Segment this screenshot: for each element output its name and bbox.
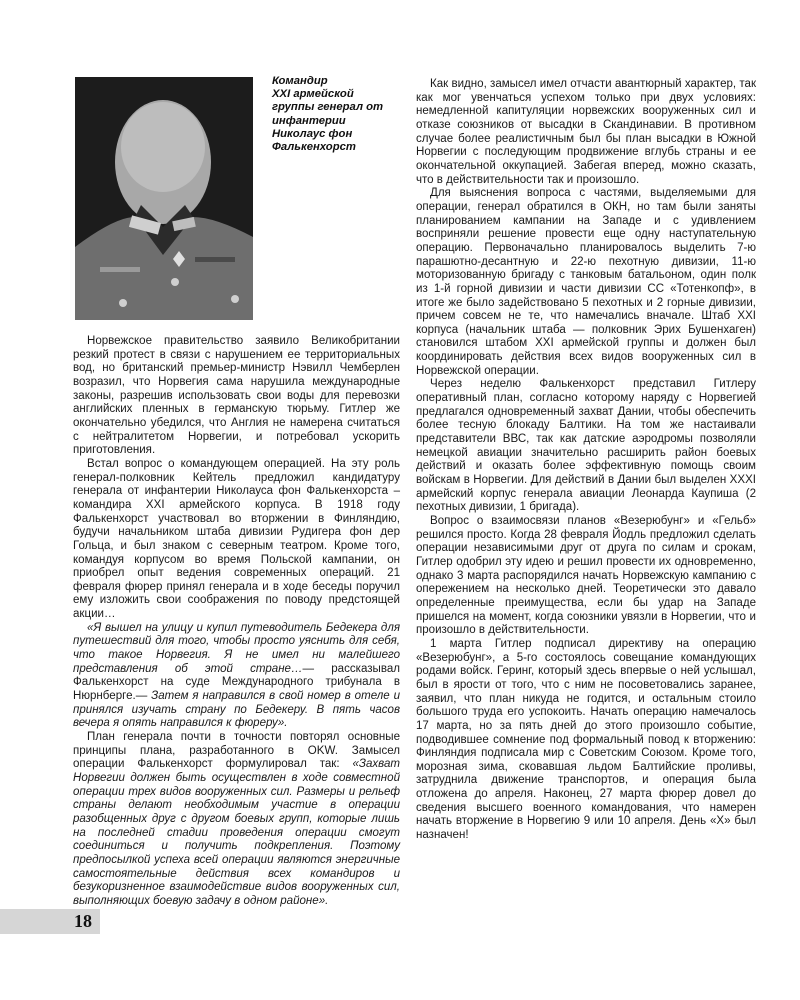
- quote-text: «Захват Норвегии должен быть осуществлен в ходе совместной операции трех видов вооруженных сил. Размеры и рельеф страны делают необходимым участие в операции разобщенных друг с другом боевых групп, которые лишь на последней стадии проведения операции смогут соединиться и получить подкрепления. Поэтому предпосылкой успеха всей операции являются энергичные самостоятельные действия всех командиров и безукоризненное взаимодействие видов вооруженных сил, выполняющих боевую задачу в одном районе».: [73, 758, 400, 907]
- paragraph: [73, 731, 400, 909]
- page-number-bar: [0, 909, 100, 934]
- paragraph: 1 марта Гитлер подписал директиву на операцию «Везерюбунг», а 5-го состоялось совещание командующих родами войск. Геринг, который здесь впервые о ней услышал, был в ярости от того, что с ним не посоветовались заранее, заявил, что план никуда не годится, и остальным стоило большого труда его успокоить. Начать операцию намечалось 17 марта, но за пять дней до этого произошло событие, подводившее сомнение под формальный повод к вторжению: Финляндия подписала мир с Советским Союзом. Кроме того, морозная зима, сковавшая льдом Балтийские проливы, затруднила движение транспортов, и операция была отложена до апреля. Наконец, 27 марта фюрер довел до сведения высшего военного командования, что намерен начать вторжение в Норвегию 9 или 10 апреля. День «Х» был назначен!: [416, 637, 756, 842]
- right-text-column: [416, 78, 756, 843]
- caption-line: инфантерии: [272, 114, 346, 127]
- caption-line: Командир: [272, 75, 328, 87]
- portrait-icon: [75, 77, 253, 320]
- caption-line: Фалькенхорст: [272, 141, 356, 154]
- paragraph: Как видно, замысел имел отчасти авантюрный характер, так как мог увенчаться успехом только при двух условиях: немедленной капитуляции норвежских вооруженных сил и отказе союзников от высадки в Скандинавии. В противном случае более реалистичным был бы план высадки в Южной Норвегии с последующим продвижение вглубь страны и ее окончательной оккупацией. Забегая вперед, можно сказать, что в действительности так и произошло.: [416, 78, 756, 186]
- paragraph: Норвежское правительство заявило Великобритании резкий протест в связи с нарушением ее территориальных вод, но британский премьер-министр Нэвилл Чемберлен возразил, что Норвегия сама нарушила международные законы, разрешив использовать свои воды для перевозки английских пленных в германскую тюрьму. Гитлер же окончательно убедился, что Англия не намерена считаться с нейтралитетом Норвегии, и потребовал ускорить приготовления.: [73, 335, 400, 457]
- quote-text: Затем я направился в свой номер в отеле и принялся изучать страну по Бедекеру. В пять часов вечера я опять направился к фюреру».: [73, 690, 400, 730]
- caption-line: Николаус фон: [272, 127, 353, 140]
- left-text-column: [73, 335, 400, 909]
- paragraph-text: План генерала почти в точности повторял основные принципы плана, разработанного в OKW. Замысел операции Фалькенхорст формулировал так:: [73, 731, 400, 771]
- caption-line: XXI армейской: [272, 88, 354, 101]
- page-number: 18: [74, 911, 92, 931]
- portrait-photo: [75, 77, 253, 320]
- paragraph: Встал вопрос о командующем операцией. На эту роль генерал-полковник Кейтель предложил кандидатуру генерала от инфантерии Николауса фон Фалькенхорста – командира XXI армейского корпуса. В 1918 году Фалькенхорст участвовал во вторжении в Финляндию, будучи начальником штаба дивизии Рудигера фон дер Гольца, и был знаком с северным театром. Кроме того, командуя корпусом во время Польской кампании, он приобрел опыт ведения современных операций. 21 февраля фюрер принял генерала и в ходе беседы поручил ему изложить свои соображения по поводу предстоящей акции…: [73, 457, 400, 621]
- quote-text: «Я вышел на улицу и купил путеводитель Бедекера для путешествий для того, чтобы просто уяснить для себя, что такое Норвегия. Я не имел ни малейшего представления об этой стране…: [73, 621, 400, 675]
- paragraph: Для выяснения вопроса с частями, выделяемыми для операции, генерал обратился в ОКН, но там были заняты планированием кампании на Западе и с удивлением восприняли решение провести еще одну наступательную операцию. Первоначально планировалось выделить 7-ю парашютно-десантную и 22-ю пехотную дивизии, 11-ю моторизованную бригаду с танковым батальоном, один полк из 1-й горной дивизии и части дивизии СС «Тотенкопф», в итоге же было задействовано 5 пехотных и 2 горные дивизии, причем совсем не те, что намечались вначале. Штаб XXI корпуса (начальник штаба — полковник Эрих Бушенхаген) становился штабом XXI армейской группы и должен был координировать действия всех видов вооруженных сил в Норвежской операции.: [416, 187, 756, 377]
- paragraph: Вопрос о взаимосвязи планов «Везерюбунг» и «Гельб» решился просто. Когда 28 февраля Йодль предложил сделать операции независимыми друг от друга по силам и срокам, Гитлер одобрил эту идею и решил провести их одновременно, однако 3 марта распорядился начать Норвежскую кампанию с опережением на несколько дней. Теоретически это давало определенные преимущества, если бы удар на Западе пришелся на момент, когда союзники увязли в Норвегии, что и произошло в действительности.: [416, 515, 756, 637]
- attribution-text: — рассказывал Фалькенхорст на суде Международного трибунала в Нюрнберге.—: [73, 662, 400, 703]
- paragraph: Через неделю Фалькенхорст представил Гитлеру оперативный план, согласно которому наряду с Норвегией предлагался одновременный захват Дании, чтобы обеспечить более тесную блокаду Балтики. На том же настаивали представители ВВС, так как датские аэродромы позволяли немецкой авиации значительно расширить район боевых действий и оказать более эффективную помощь своим войскам в Норвегии. Для действий в Дании был выделен XXXI армейский корпус генерала авиации Леонарда Каупиша (2 пехотных дивизии, 1 бригада).: [416, 378, 756, 514]
- quote-paragraph: [73, 622, 400, 731]
- caption-line: группы генерал от: [272, 101, 384, 114]
- photo-caption: [272, 75, 402, 154]
